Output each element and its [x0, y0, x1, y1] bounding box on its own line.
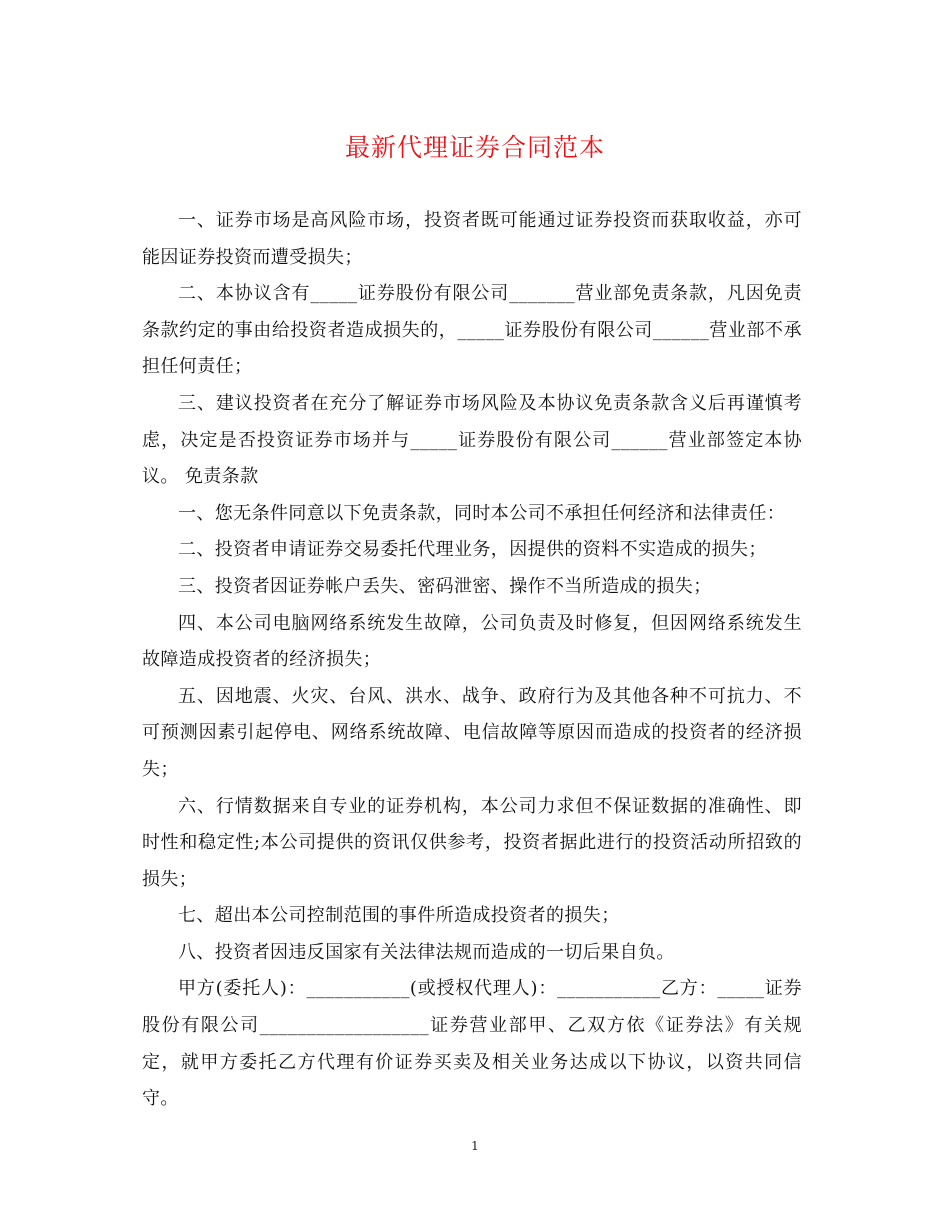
paragraph-clause-6: 六、行情数据来自专业的证券机构，本公司力求但不保证数据的准确性、即时性和稳定性;本公司提供的资讯仅供参考，投资者据此进行的投资活动所招致的损失；: [142, 795, 802, 890]
paragraph-clause-5: 五、因地震、火灾、台风、洪水、战争、政府行为及其他各种不可抗力、不可预测因素引起停电、网络系统故障、电信故障等原因而造成的投资者的经济损失；: [142, 685, 802, 780]
paragraph-clause-3: 三、投资者因证券帐户丢失、密码泄密、操作不当所造成的损失；: [178, 575, 712, 597]
paragraph-clause-7: 七、超出本公司控制范围的事件所造成投资者的损失；: [178, 905, 620, 927]
page-number: 1: [471, 1139, 479, 1153]
paragraph-risk-warning: 一、证券市场是高风险市场，投资者既可能通过证券投资而获取收益，亦可能因证券投资而遭受损失；: [142, 210, 802, 268]
paragraph-clause-4: 四、本公司电脑网络系统发生故障，公司负责及时修复，但因网络系统发生故障造成投资者的经济损失；: [142, 612, 802, 671]
paragraph-clause-1: 一、您无条件同意以下免责条款，同时本公司不承担任何经济和法律责任：: [178, 502, 786, 524]
document-title: 最新代理证券合同范本: [344, 133, 605, 162]
document-body: [142, 203, 802, 1118]
paragraph-advice: 三、建议投资者在充分了解证券市场风险及本协议免责条款含义后再谨慎考虑，决定是否投资证券市场并与_____证券股份有限公司______营业部签定本协议。 免责条款: [142, 392, 802, 488]
paragraph-parties: 甲方(委托人)：___________(或授权代理人)：___________乙方：_____证券股份有限公司__________________证券营业部甲、乙双方依《证券法》有关规定，就甲方委托乙方代理有价证券买卖及相关业务达成以下协议，以资共同信守。: [142, 978, 802, 1110]
paragraph-clause-8: 八、投资者因违反国家有关法律法规而造成的一切后果自负。: [178, 941, 675, 963]
paragraph-disclaimer-notice: 二、本协议含有_____证券股份有限公司_______营业部免责条款，凡因免责条款约定的事由给投资者造成损失的，_____证券股份有限公司______营业部不承担任何责任；: [142, 283, 802, 378]
paragraph-clause-2: 二、投资者申请证券交易委托代理业务，因提供的资料不实造成的损失；: [178, 539, 767, 561]
